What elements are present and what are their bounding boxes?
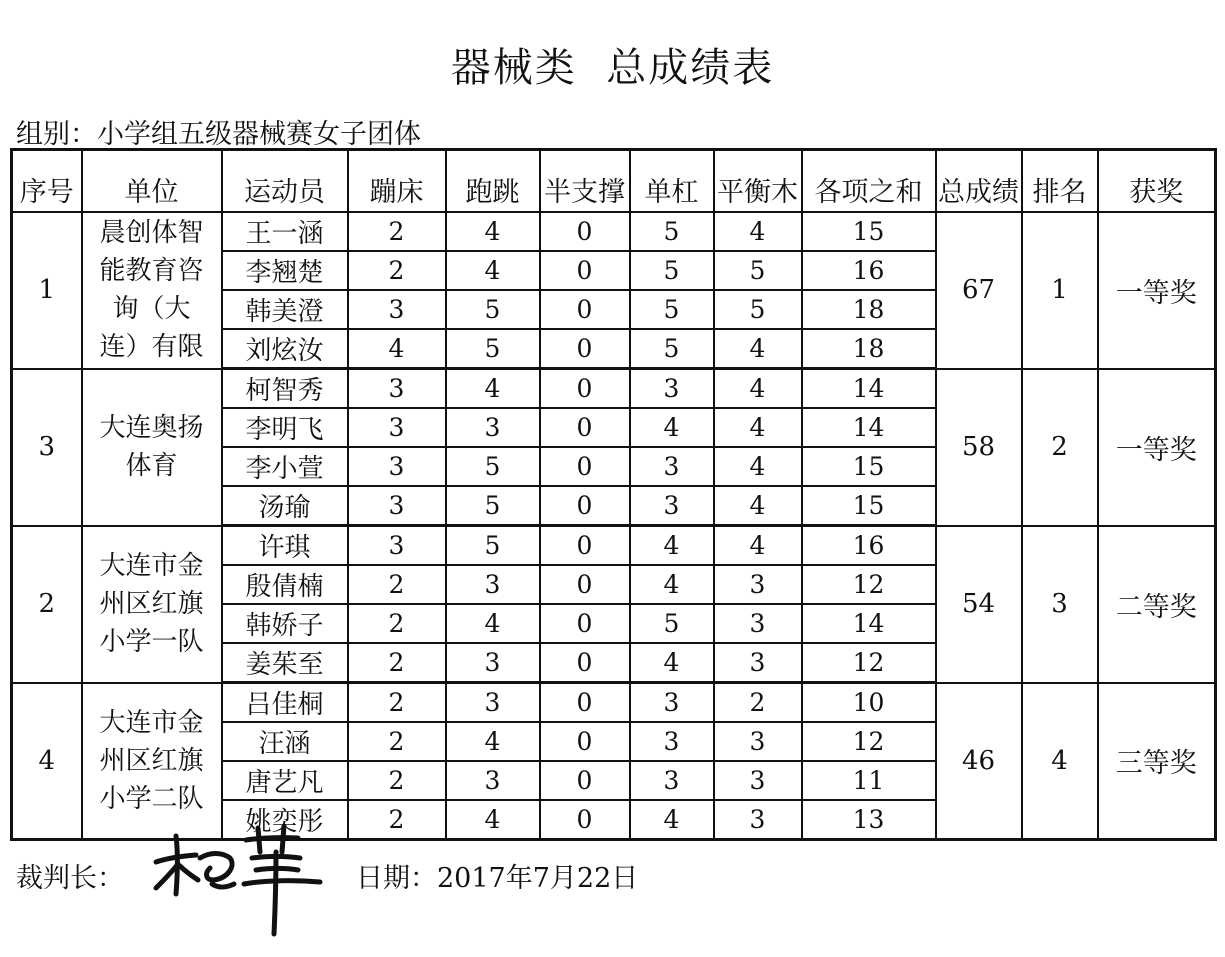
score-cell: 3 bbox=[348, 447, 446, 486]
header-row bbox=[12, 150, 1216, 213]
score-cell: 3 bbox=[714, 604, 802, 643]
score-cell: 4 bbox=[446, 604, 540, 643]
score-cell: 0 bbox=[540, 643, 630, 683]
column-header: 总成绩 bbox=[936, 150, 1022, 213]
column-header: 各项之和 bbox=[802, 150, 936, 213]
score-cell: 4 bbox=[714, 369, 802, 409]
score-cell: 12 bbox=[802, 643, 936, 683]
score-cell: 4 bbox=[348, 329, 446, 369]
athlete-name-cell: 韩美澄 bbox=[222, 290, 348, 329]
unit-line: 大连市金 bbox=[99, 551, 204, 581]
score-cell: 3 bbox=[348, 408, 446, 447]
score-cell: 13 bbox=[802, 800, 936, 840]
athlete-name-cell: 柯智秀 bbox=[222, 369, 348, 409]
score-cell: 4 bbox=[630, 408, 714, 447]
score-cell: 3 bbox=[630, 369, 714, 409]
score-cell: 2 bbox=[348, 761, 446, 800]
score-cell: 16 bbox=[802, 251, 936, 290]
score-cell: 2 bbox=[348, 683, 446, 723]
score-cell: 4 bbox=[714, 486, 802, 526]
table-row bbox=[12, 369, 1216, 409]
column-header: 半支撑 bbox=[540, 150, 630, 213]
team-rank-cell: 4 bbox=[1022, 683, 1098, 840]
score-cell: 0 bbox=[540, 486, 630, 526]
page-title: 器械类 总成绩表 bbox=[450, 45, 775, 91]
athlete-name-cell: 王一涵 bbox=[222, 212, 348, 251]
score-cell: 0 bbox=[540, 565, 630, 604]
score-cell: 18 bbox=[802, 329, 936, 369]
column-header: 获奖 bbox=[1098, 150, 1216, 213]
team-total-cell: 67 bbox=[936, 212, 1022, 369]
team-unit-cell bbox=[82, 526, 222, 683]
team-total-cell: 46 bbox=[936, 683, 1022, 840]
team-number-cell: 2 bbox=[12, 526, 82, 683]
unit-line: 连）有限 bbox=[99, 332, 204, 363]
score-cell: 4 bbox=[630, 643, 714, 683]
column-header: 蹦床 bbox=[348, 150, 446, 213]
score-cell: 2 bbox=[348, 800, 446, 840]
score-cell: 0 bbox=[540, 722, 630, 761]
score-cell: 4 bbox=[714, 329, 802, 369]
score-cell: 2 bbox=[348, 251, 446, 290]
score-cell: 0 bbox=[540, 251, 630, 290]
score-cell: 4 bbox=[446, 369, 540, 409]
score-cell: 4 bbox=[446, 722, 540, 761]
score-cell: 11 bbox=[802, 761, 936, 800]
score-table bbox=[10, 148, 1217, 841]
score-cell: 2 bbox=[348, 722, 446, 761]
athlete-name-cell: 汪涵 bbox=[222, 722, 348, 761]
unit-line: 州区红旗 bbox=[99, 589, 204, 619]
unit-line: 询（大 bbox=[112, 294, 191, 325]
score-cell: 2 bbox=[348, 212, 446, 251]
score-cell: 0 bbox=[540, 212, 630, 251]
unit-line: 能教育咨 bbox=[99, 256, 204, 287]
group-label: 组别：小学组五级器械赛女子团体 bbox=[16, 119, 421, 150]
table-row bbox=[12, 526, 1216, 566]
unit-line: 大连奥扬 bbox=[99, 413, 204, 443]
column-header: 单杠 bbox=[630, 150, 714, 213]
score-cell: 0 bbox=[540, 290, 630, 329]
team-award-cell: 三等奖 bbox=[1098, 683, 1216, 840]
unit-line: 晨创体智 bbox=[99, 218, 204, 249]
score-cell: 2 bbox=[348, 565, 446, 604]
column-header: 运动员 bbox=[222, 150, 348, 213]
team-number-cell: 4 bbox=[12, 683, 82, 840]
team-unit-cell bbox=[82, 212, 222, 369]
score-cell: 0 bbox=[540, 329, 630, 369]
team-rank-cell: 2 bbox=[1022, 369, 1098, 526]
score-cell: 5 bbox=[630, 290, 714, 329]
athlete-name-cell: 殷倩楠 bbox=[222, 565, 348, 604]
score-cell: 3 bbox=[630, 447, 714, 486]
score-cell: 4 bbox=[446, 251, 540, 290]
score-cell: 4 bbox=[446, 800, 540, 840]
athlete-name-cell: 姚奕彤 bbox=[222, 800, 348, 840]
score-cell: 3 bbox=[348, 486, 446, 526]
athlete-name-cell: 唐艺凡 bbox=[222, 761, 348, 800]
score-cell: 2 bbox=[348, 604, 446, 643]
score-cell: 14 bbox=[802, 604, 936, 643]
score-cell: 3 bbox=[446, 643, 540, 683]
score-cell: 3 bbox=[348, 290, 446, 329]
score-cell: 3 bbox=[630, 486, 714, 526]
unit-line: 大连市金 bbox=[99, 707, 204, 738]
score-cell: 3 bbox=[446, 761, 540, 800]
score-cell: 3 bbox=[714, 800, 802, 840]
team-rank-cell: 1 bbox=[1022, 212, 1098, 369]
column-header: 跑跳 bbox=[446, 150, 540, 213]
column-header: 平衡木 bbox=[714, 150, 802, 213]
athlete-name-cell: 韩娇子 bbox=[222, 604, 348, 643]
score-cell: 0 bbox=[540, 369, 630, 409]
score-cell: 14 bbox=[802, 369, 936, 409]
table-row bbox=[12, 683, 1216, 723]
athlete-name-cell: 李明飞 bbox=[222, 408, 348, 447]
score-cell: 3 bbox=[348, 526, 446, 566]
score-cell: 18 bbox=[802, 290, 936, 329]
score-cell: 5 bbox=[714, 290, 802, 329]
unit-line: 小学一队 bbox=[99, 627, 204, 657]
score-cell: 5 bbox=[446, 486, 540, 526]
unit-line: 小学二队 bbox=[99, 783, 204, 814]
score-cell: 15 bbox=[802, 486, 936, 526]
score-cell: 0 bbox=[540, 604, 630, 643]
score-cell: 0 bbox=[540, 761, 630, 800]
team-total-cell: 54 bbox=[936, 526, 1022, 683]
team-award-cell: 二等奖 bbox=[1098, 526, 1216, 683]
score-cell: 2 bbox=[348, 643, 446, 683]
score-cell: 12 bbox=[802, 565, 936, 604]
score-cell: 3 bbox=[630, 683, 714, 723]
athlete-name-cell: 吕佳桐 bbox=[222, 683, 348, 723]
score-cell: 5 bbox=[630, 212, 714, 251]
score-cell: 10 bbox=[802, 683, 936, 723]
team-rank-cell: 3 bbox=[1022, 526, 1098, 683]
score-cell: 5 bbox=[630, 251, 714, 290]
score-cell: 3 bbox=[714, 643, 802, 683]
athlete-name-cell: 汤瑜 bbox=[222, 486, 348, 526]
score-cell: 5 bbox=[630, 604, 714, 643]
unit-line: 体育 bbox=[125, 451, 178, 481]
score-cell: 3 bbox=[714, 565, 802, 604]
score-cell: 15 bbox=[802, 212, 936, 251]
team-number-cell: 3 bbox=[12, 369, 82, 526]
score-cell: 4 bbox=[714, 447, 802, 486]
score-cell: 15 bbox=[802, 447, 936, 486]
team-award-cell: 一等奖 bbox=[1098, 369, 1216, 526]
score-cell: 3 bbox=[348, 369, 446, 409]
athlete-name-cell: 刘炫汝 bbox=[222, 329, 348, 369]
score-cell: 5 bbox=[630, 329, 714, 369]
score-cell: 0 bbox=[540, 526, 630, 566]
score-cell: 4 bbox=[630, 526, 714, 566]
team-total-cell: 58 bbox=[936, 369, 1022, 526]
score-cell: 0 bbox=[540, 683, 630, 723]
score-cell: 5 bbox=[446, 329, 540, 369]
column-header: 排名 bbox=[1022, 150, 1098, 213]
team-unit-cell bbox=[82, 369, 222, 526]
column-header: 序号 bbox=[12, 150, 82, 213]
score-cell: 3 bbox=[714, 722, 802, 761]
score-cell: 5 bbox=[714, 251, 802, 290]
unit-line: 州区红旗 bbox=[99, 745, 204, 776]
date-label: 日期：2017年7月22日 bbox=[356, 863, 639, 894]
score-cell: 16 bbox=[802, 526, 936, 566]
athlete-name-cell: 姜茱至 bbox=[222, 643, 348, 683]
score-cell: 3 bbox=[446, 683, 540, 723]
score-cell: 4 bbox=[714, 212, 802, 251]
score-cell: 3 bbox=[630, 761, 714, 800]
score-cell: 5 bbox=[446, 447, 540, 486]
team-number-cell: 1 bbox=[12, 212, 82, 369]
judge-label: 裁判长： bbox=[16, 863, 124, 894]
table-body bbox=[12, 212, 1216, 840]
score-cell: 0 bbox=[540, 800, 630, 840]
score-cell: 0 bbox=[540, 447, 630, 486]
score-cell: 5 bbox=[446, 290, 540, 329]
score-cell: 14 bbox=[802, 408, 936, 447]
score-cell: 3 bbox=[446, 408, 540, 447]
score-cell: 3 bbox=[714, 761, 802, 800]
team-award-cell: 一等奖 bbox=[1098, 212, 1216, 369]
athlete-name-cell: 李小萱 bbox=[222, 447, 348, 486]
athlete-name-cell: 李翘楚 bbox=[222, 251, 348, 290]
score-cell: 12 bbox=[802, 722, 936, 761]
team-unit-cell bbox=[82, 683, 222, 840]
score-cell: 4 bbox=[630, 800, 714, 840]
table-row bbox=[12, 212, 1216, 251]
score-cell: 3 bbox=[446, 565, 540, 604]
score-cell: 4 bbox=[714, 408, 802, 447]
score-cell: 4 bbox=[714, 526, 802, 566]
score-cell: 4 bbox=[446, 212, 540, 251]
score-cell: 2 bbox=[714, 683, 802, 723]
column-header: 单位 bbox=[82, 150, 222, 213]
athlete-name-cell: 许琪 bbox=[222, 526, 348, 566]
score-cell: 4 bbox=[630, 565, 714, 604]
score-cell: 5 bbox=[446, 526, 540, 566]
judge-signature bbox=[148, 822, 328, 937]
score-cell: 0 bbox=[540, 408, 630, 447]
score-cell: 3 bbox=[630, 722, 714, 761]
